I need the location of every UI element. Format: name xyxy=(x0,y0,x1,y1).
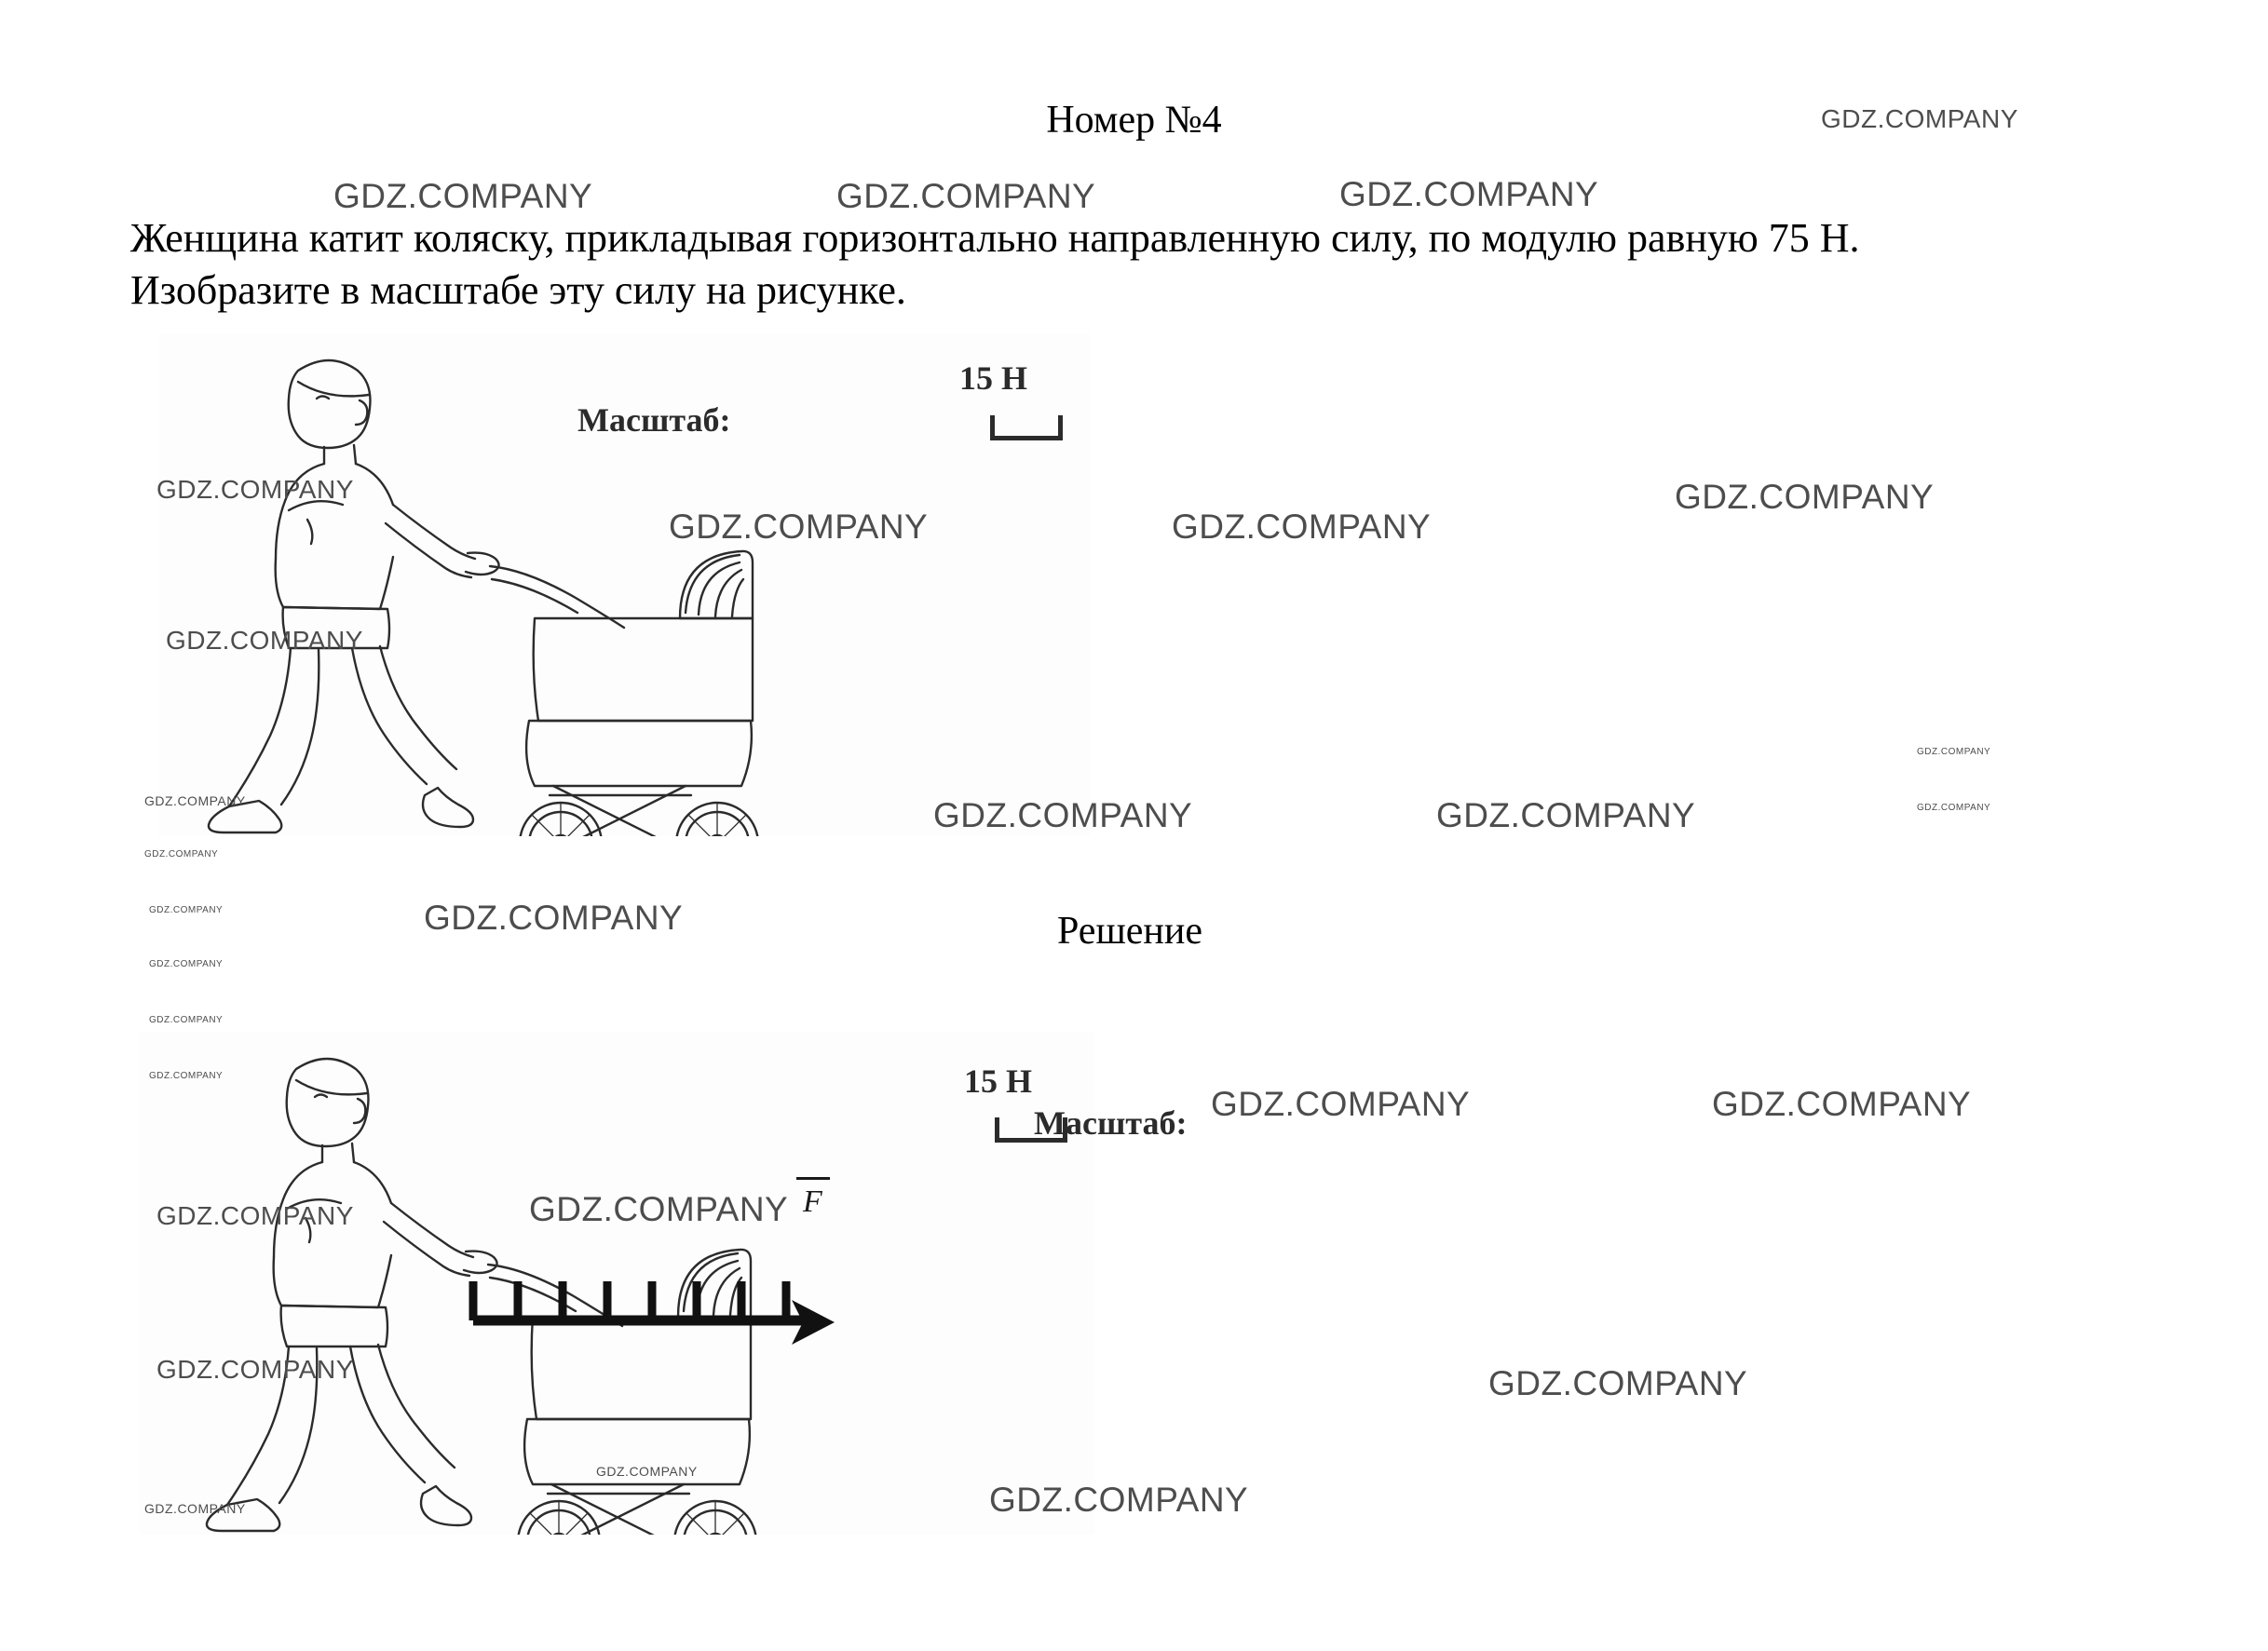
solution-scale-value: 15 Н xyxy=(964,1062,1033,1100)
watermark: GDZ.COMPANY xyxy=(149,1015,224,1025)
watermark: GDZ.COMPANY xyxy=(149,959,224,969)
watermark: GDZ.COMPANY xyxy=(144,849,219,859)
force-vector-label: F xyxy=(803,1184,822,1219)
watermark: GDZ.COMPANY xyxy=(156,475,354,504)
solution-figure xyxy=(140,1032,1094,1535)
watermark: GDZ.COMPANY xyxy=(333,177,593,215)
watermark: GDZ.COMPANY xyxy=(1917,803,1991,813)
problem-scale-word: Масштаб: xyxy=(577,401,731,439)
solution-heading: Решение xyxy=(1057,910,1203,953)
watermark: GDZ.COMPANY xyxy=(144,793,246,808)
watermark: GDZ.COMPANY xyxy=(144,1501,246,1516)
solution-scale-word: Масштаб: xyxy=(1034,1104,1188,1142)
watermark: GDZ.COMPANY xyxy=(1172,507,1432,546)
watermark: GDZ.COMPANY xyxy=(1821,104,2018,133)
watermark: GDZ.COMPANY xyxy=(1917,747,1991,757)
watermark: GDZ.COMPANY xyxy=(156,1201,354,1230)
watermark: GDZ.COMPANY xyxy=(933,796,1193,834)
problem-statement: Женщина катит коляску, прикладывая горизонтально направленную силу, по модулю равную 75 Н. Изобразите в масштабе эту силу на рисунке. xyxy=(130,215,1860,314)
solution-scale-bracket xyxy=(995,1117,1067,1143)
watermark: GDZ.COMPANY xyxy=(989,1481,1249,1519)
watermark: GDZ.COMPANY xyxy=(424,899,684,937)
watermark: GDZ.COMPANY xyxy=(1488,1364,1748,1402)
problem-scale-value: 15 Н xyxy=(959,359,1028,397)
page-title: Номер №4 xyxy=(1046,99,1222,142)
watermark: GDZ.COMPANY xyxy=(1211,1085,1471,1123)
watermark: GDZ.COMPANY xyxy=(596,1464,698,1479)
watermark: GDZ.COMPANY xyxy=(1339,175,1599,213)
watermark: GDZ.COMPANY xyxy=(149,1071,224,1081)
problem-scale-bracket xyxy=(990,415,1063,440)
watermark: GDZ.COMPANY xyxy=(836,177,1096,215)
watermark: GDZ.COMPANY xyxy=(1436,796,1696,834)
watermark: GDZ.COMPANY xyxy=(1675,478,1935,516)
watermark: GDZ.COMPANY xyxy=(529,1190,789,1228)
watermark: GDZ.COMPANY xyxy=(149,905,224,915)
watermark: GDZ.COMPANY xyxy=(669,507,929,546)
watermark: GDZ.COMPANY xyxy=(156,1355,354,1384)
force-vector-label-arrow xyxy=(796,1177,830,1180)
watermark: GDZ.COMPANY xyxy=(1712,1085,1972,1123)
watermark: GDZ.COMPANY xyxy=(166,626,363,655)
